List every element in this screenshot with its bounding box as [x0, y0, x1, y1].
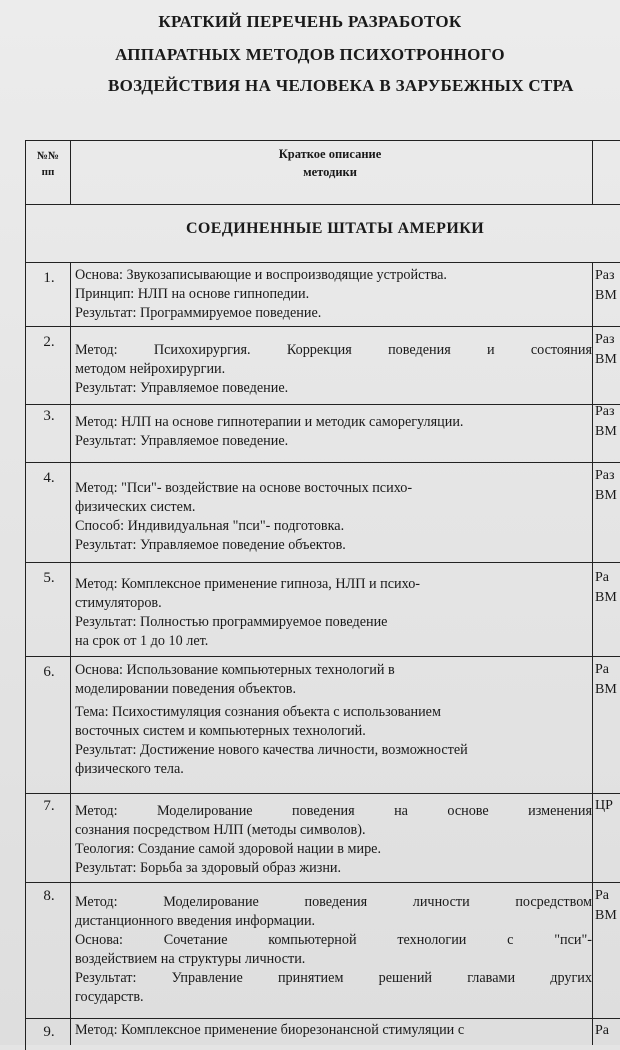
- title-line-2: АППАРАТНЫХ МЕТОДОВ ПСИХОТРОННОГО: [115, 45, 505, 64]
- row-rule: [25, 656, 620, 657]
- row-description: [75, 893, 592, 1007]
- row-description: [75, 341, 592, 398]
- side-text: Ра: [595, 570, 609, 585]
- row-side-cell: [595, 1021, 620, 1041]
- row-text-line: Результат: Программируемое поведение.: [75, 305, 322, 321]
- row-text-line: Теология: Создание самой здоровой нации в мире.: [75, 841, 382, 857]
- row-text-line: физического тела.: [75, 761, 184, 777]
- row-text-line: моделировании поведения объектов.: [75, 681, 297, 697]
- side-text: Раз: [595, 404, 615, 419]
- row-description: [75, 802, 592, 878]
- side-text: ВМ: [595, 682, 617, 697]
- side-text: ЦР: [595, 798, 613, 813]
- table-top-rule: [25, 140, 620, 141]
- row-text-line: на срок от 1 до 10 лет.: [75, 633, 209, 649]
- row-side-cell: [595, 402, 620, 442]
- row-description: [75, 479, 592, 555]
- row-side-cell: [595, 886, 620, 926]
- num-column-divider: [70, 262, 71, 1045]
- row-text-line: Метод: НЛП на основе гипнотерапии и методик саморегуляции.: [75, 414, 464, 430]
- row-description: [75, 1021, 592, 1040]
- right-column-divider: [592, 262, 593, 1045]
- row-rule: [25, 462, 620, 463]
- row-text-line: Результат: Борьба за здоровый образ жизни.: [75, 860, 342, 876]
- side-text: ВМ: [595, 424, 617, 439]
- row-text-line: методом нейрохирургии.: [75, 361, 226, 377]
- header-right-divider: [592, 140, 593, 204]
- row-text-line: Способ: Индивидуальная "пси"- подготовка.: [75, 518, 345, 534]
- row-side-cell: [595, 330, 620, 370]
- row-text-line: Результат: Управляемое поведение объектов.: [75, 537, 346, 553]
- row-side-cell: [595, 568, 620, 608]
- row-text-line: Метод: Моделирование поведения на основе изменения: [75, 803, 592, 819]
- row-text-line: Результат: Полностью программируемое поведение: [75, 614, 388, 630]
- header-description-line1: Краткое описание: [278, 147, 382, 161]
- row-rule: [25, 562, 620, 563]
- row-number: 6.: [43, 664, 55, 680]
- row-description: [75, 266, 592, 323]
- row-text-line: Метод: "Пси"- воздействие на основе восточных психо-: [75, 480, 413, 496]
- side-text: Ра: [595, 888, 609, 903]
- row-text-line: Результат: Управляемое поведение.: [75, 433, 289, 449]
- side-text: ВМ: [595, 288, 617, 303]
- row-text-line: Метод: Психохирургия. Коррекция поведения и состояния: [75, 342, 592, 358]
- row-rule: [25, 404, 620, 405]
- row-number: 5.: [43, 570, 55, 586]
- title-line-3: ВОЗДЕЙСТВИЯ НА ЧЕЛОВЕКА В ЗАРУБЕЖНЫХ СТРА: [108, 76, 574, 95]
- row-side-cell: [595, 796, 620, 816]
- row-text-line: Результат: Управляемое поведение.: [75, 380, 289, 396]
- row-rule: [25, 882, 620, 883]
- row-number: 4.: [43, 470, 55, 486]
- side-text: Раз: [595, 332, 615, 347]
- row-rule: [25, 1018, 620, 1019]
- header-number-line1: №№: [36, 150, 60, 162]
- side-text: Раз: [595, 468, 615, 483]
- title-line-1: КРАТКИЙ ПЕРЕЧЕНЬ РАЗРАБОТОК: [158, 12, 462, 31]
- row-text-line: сознания посредством НЛП (методы символов).: [75, 822, 366, 838]
- row-description: [75, 413, 592, 451]
- row-side-cell: [595, 466, 620, 506]
- header-num-divider: [70, 140, 71, 204]
- side-text: ВМ: [595, 590, 617, 605]
- row-text-line: Основа: Звукозаписывающие и воспроизводящие устройства.: [75, 267, 447, 283]
- row-text-line: Основа: Сочетание компьютерной технологии с "пси"-: [75, 932, 592, 948]
- row-number: 7.: [43, 798, 55, 814]
- row-side-cell: [595, 660, 620, 700]
- row-text-line: воздействием на структуры личности.: [75, 951, 306, 967]
- side-text: Ра: [595, 662, 609, 677]
- row-text-line: Метод: Моделирование поведения личности посредством: [75, 894, 592, 910]
- side-text: ВМ: [595, 488, 617, 503]
- row-text-line: Принцип: НЛП на основе гипнопедии.: [75, 286, 310, 302]
- side-text: ВМ: [595, 908, 617, 923]
- header-number: [28, 148, 68, 180]
- section-title: СОЕДИНЕННЫЕ ШТАТЫ АМЕРИКИ: [185, 220, 485, 237]
- row-description: [75, 661, 592, 779]
- row-number: 8.: [43, 888, 55, 904]
- row-text-line: восточных систем и компьютерных технологий.: [75, 723, 366, 739]
- header-number-line2: пп: [41, 166, 55, 178]
- header-bottom-rule: [25, 204, 620, 205]
- side-text: ВМ: [595, 352, 617, 367]
- row-text-line: Тема: Психостимуляция сознания объекта с использованием: [75, 704, 441, 720]
- row-number: 2.: [43, 334, 55, 350]
- row-number: 3.: [43, 408, 55, 424]
- row-side-cell: [595, 266, 620, 306]
- row-text-line: государств.: [75, 989, 144, 1005]
- row-rule: [25, 326, 620, 327]
- row-text-line: физических систем.: [75, 499, 196, 515]
- row-number: 1.: [43, 270, 55, 286]
- row-text-line: Результат: Достижение нового качества личности, возможностей: [75, 742, 468, 758]
- row-number: 9.: [43, 1024, 55, 1040]
- row-text-line: Метод: Комплексное применение гипноза, НЛП и психо-: [75, 576, 421, 592]
- row-rule: [25, 793, 620, 794]
- row-text-line: Результат: Управление принятием решений главами других: [75, 970, 592, 986]
- side-text: Раз: [595, 268, 615, 283]
- row-text-line: дистанционного введения информации.: [75, 913, 316, 929]
- header-description-line2: методики: [303, 165, 357, 179]
- row-text-line: Основа: Использование компьютерных технологий в: [75, 662, 395, 678]
- row-description: [75, 575, 592, 651]
- row-rule: [25, 262, 620, 263]
- side-text: Ра: [595, 1023, 609, 1038]
- header-description: [200, 145, 460, 181]
- row-text-line: Метод: Комплексное применение биорезонансной стимуляции с: [75, 1022, 465, 1038]
- row-text-line: стимуляторов.: [75, 595, 162, 611]
